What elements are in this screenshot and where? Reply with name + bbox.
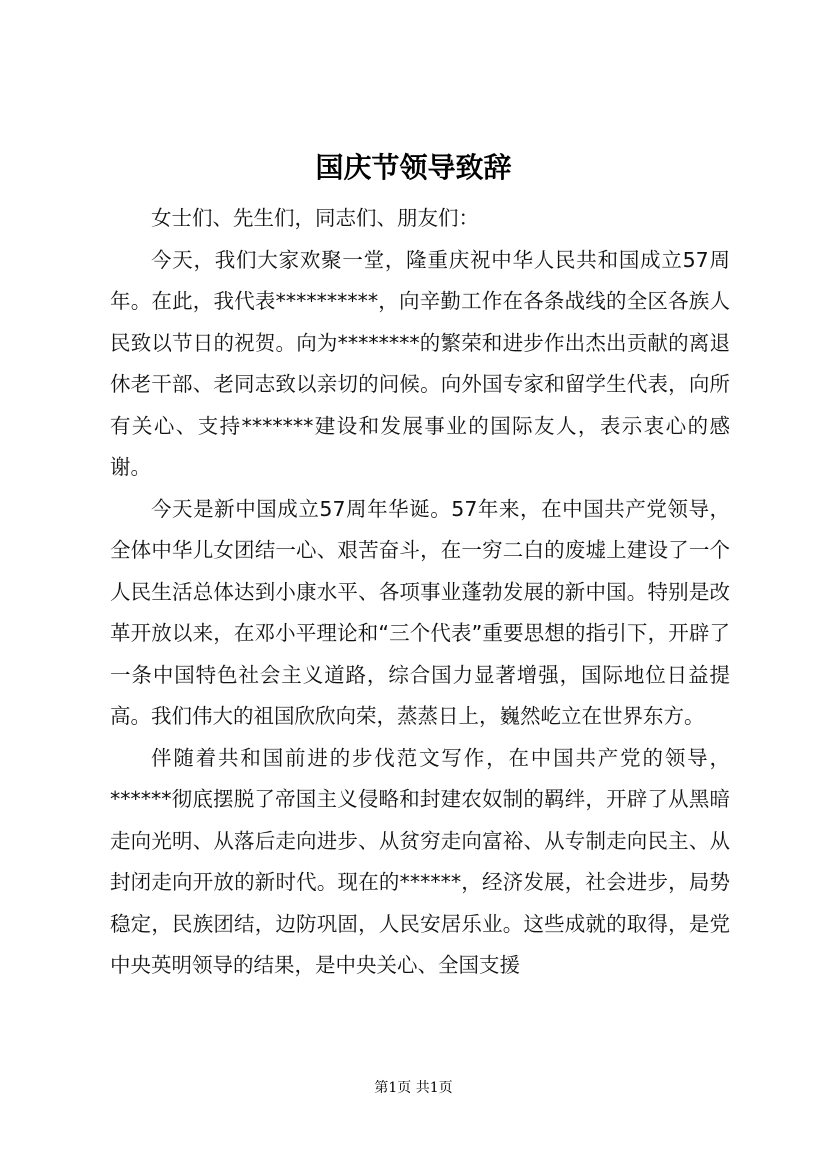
salutation-paragraph: 女士们、先生们，同志们、朋友们：: [151, 206, 479, 230]
body-paragraph: 今天，我们大家欢聚一堂，隆重庆祝中华人民共和国成立57周年。在此，我代表**********，向辛勤工作在各条战线的全区各族人民致以节日的祝贺。向为********的繁荣和进步作出杰出贡献的离退休老干部、老同志致以亲切的问候。向外国专家和留学生代表，向所有关心、支持*******建设和发展事业的国际友人，表示衷心的感谢。: [110, 247, 730, 479]
document-body: [110, 198, 730, 987]
page-number-footer: 第1页 共1页: [374, 1080, 453, 1096]
document-title: 国庆节领导致辞: [315, 151, 512, 184]
body-paragraph: 伴随着共和国前进的步伐范文写作，在中国共产党的领导，******彻底摆脱了帝国主义侵略和封建农奴制的羁绊，开辟了从黑暗走向光明、从落后走向进步、从贫穷走向富裕、从专制走向民主、从封闭走向开放的新时代。现在的******，经济发展，社会进步，局势稳定，民族团结，边防巩固，人民安居乐业。这些成就的取得，是党中央英明领导的结果，是中央关心、全国支援: [110, 745, 730, 977]
body-paragraph: 今天是新中国成立57周年华诞。57年来，在中国共产党领导，全体中华儿女团结一心、艰苦奋斗，在一穷二白的废墟上建设了一个人民生活总体达到小康水平、各项事业蓬勃发展的新中国。特别是改革开放以来，在邓小平理论和“三个代表”重要思想的指引下，开辟了一条中国特色社会主义道路，综合国力显著增强，国际地位日益提高。我们伟大的祖国欣欣向荣，蒸蒸日上，巍然屹立在世界东方。: [110, 496, 730, 728]
